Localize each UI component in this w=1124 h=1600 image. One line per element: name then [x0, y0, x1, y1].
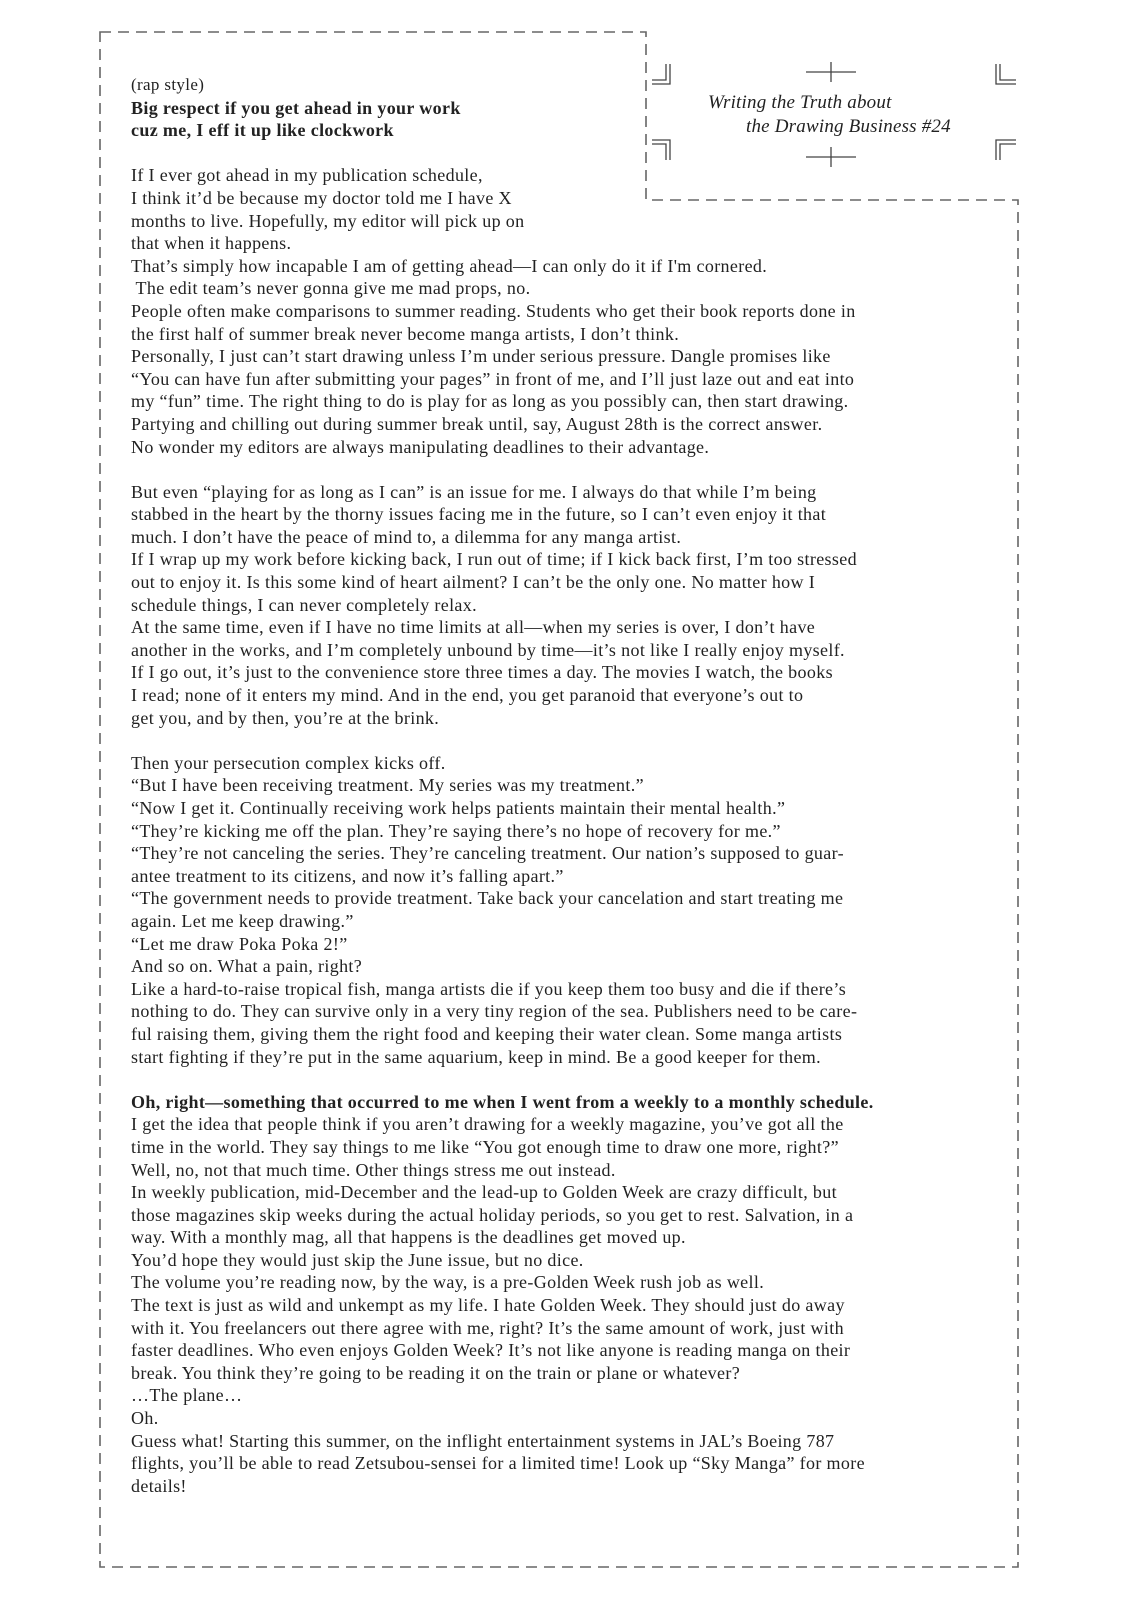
text-line: months to live. Hopefully, my editor will pick up on [131, 210, 525, 231]
text-line: At the same time, even if I have no time limits at all—when my series is over, I don’t have [131, 617, 816, 638]
text-line: “They’re not canceling the series. They’re canceling treatment. Our nation’s supposed to guar- [131, 843, 844, 864]
text-line: “Let me draw Poka Poka 2!” [131, 933, 348, 954]
paragraph-1 [131, 164, 1011, 458]
text-line: Like a hard-to-raise tropical fish, manga artists die if you keep them too busy and die if there’s [131, 978, 847, 999]
text-line: stabbed in the heart by the thorny issues facing me in the future, so I can’t even enjoy it that [131, 504, 827, 525]
text-line: details! [131, 1475, 187, 1496]
text-line: You’d hope they would just skip the June issue, but no dice. [131, 1249, 584, 1270]
text-line: start fighting if they’re put in the same aquarium, keep in mind. Be a good keeper for them. [131, 1046, 822, 1067]
section-heading: Oh, right—something that occurred to me when I went from a weekly to a monthly schedule. [131, 1091, 874, 1112]
text-line: I read; none of it enters my mind. And in the end, you get paranoid that everyone’s out to [131, 685, 804, 706]
text-line: break. You think they’re going to be reading it on the train or plane or whatever? [131, 1362, 741, 1383]
text-line: “The government needs to provide treatment. Take back your cancelation and start treating me [131, 888, 844, 909]
text-line: “You can have fun after submitting your pages” in front of me, and I’ll just laze out and eat into [131, 368, 855, 389]
text-line: People often make comparisons to summer reading. Students who get their book reports done in [131, 300, 856, 321]
rap-line: Big respect if you get ahead in your work [131, 97, 461, 118]
text-line: If I wrap up my work before kicking back, I run out of time; if I kick back first, I’m too stressed [131, 549, 857, 570]
text-line: my “fun” time. The right thing to do is play for as long as you possibly can, then start drawing. [131, 391, 849, 412]
text-line: with it. You freelancers out there agree with me, right? It’s the same amount of work, just with [131, 1317, 844, 1338]
text-line: …The plane… [131, 1385, 243, 1406]
paragraph-spacer [131, 458, 1011, 481]
text-line: another in the works, and I’m completely unbound by time—it’s not like I really enjoy myself. [131, 639, 845, 660]
text-line: “They’re kicking me off the plan. They’re saying there’s no hope of recovery for me.” [131, 820, 781, 841]
text-line: nothing to do. They can survive only in a very tiny region of the sea. Publishers need to be care- [131, 1001, 858, 1022]
text-line: faster deadlines. Who even enjoys Golden Week? It’s not like anyone is reading manga on their [131, 1340, 851, 1361]
text-line: In weekly publication, mid-December and the lead-up to Golden Week are crazy difficult, but [131, 1182, 837, 1203]
paragraph-spacer [131, 729, 1011, 752]
text-line: much. I don’t have the peace of mind to, a dilemma for any manga artist. [131, 526, 682, 547]
text-line: If I ever got ahead in my publication schedule, [131, 165, 483, 186]
text-line: time in the world. They say things to me like “You got enough time to draw one more, right?” [131, 1136, 839, 1157]
rap-style-note: (rap style) [131, 75, 205, 94]
text-line: “Now I get it. Continually receiving work helps patients maintain their mental health.” [131, 798, 786, 818]
paragraph-spacer [131, 142, 1011, 165]
article-body [131, 74, 1011, 1497]
text-line: No wonder my editors are always manipulating deadlines to their advantage. [131, 436, 710, 457]
paragraph-2 [131, 481, 1011, 730]
text-line: that when it happens. [131, 233, 292, 254]
text-line: flights, you’ll be able to read Zetsubou-sensei for a limited time! Look up “Sky Manga” for more [131, 1453, 865, 1474]
text-line: out to enjoy it. Is this some kind of heart ailment? I can’t be the only one. No matter how I [131, 572, 816, 593]
column-title-line-1: Writing the Truth about [708, 92, 892, 113]
text-line: schedule things, I can never completely relax. [131, 594, 477, 615]
text-line: The text is just as wild and unkempt as my life. I hate Golden Week. They should just do away [131, 1295, 845, 1316]
text-line: But even “playing for as long as I can” is an issue for me. I always do that while I’m being [131, 481, 817, 502]
text-line: again. Let me keep drawing.” [131, 910, 354, 931]
text-line: I get the idea that people think if you aren’t drawing for a weekly magazine, you’ve got all the [131, 1114, 844, 1135]
text-line: The volume you’re reading now, by the way, is a pre-Golden Week rush job as well. [131, 1272, 765, 1293]
text-line: those magazines skip weeks during the actual holiday periods, so you get to rest. Salvation, in a [131, 1204, 854, 1225]
text-line: I think it’d be because my doctor told me I have X [131, 187, 512, 208]
text-line: The edit team’s never gonna give me mad props, no. [131, 278, 531, 299]
text-line: Partying and chilling out during summer break until, say, August 28th is the correct answer. [131, 413, 823, 434]
text-line: way. With a monthly mag, all that happens is the deadlines get moved up. [131, 1227, 686, 1248]
text-line: Oh. [131, 1408, 159, 1429]
text-line: Then your persecution complex kicks off. [131, 752, 446, 773]
text-line: Well, no, not that much time. Other things stress me out instead. [131, 1159, 616, 1180]
text-line: That’s simply how incapable I am of getting ahead—I can only do it if I'm cornered. [131, 255, 768, 276]
column-title-line-2: the Drawing Business #24 [746, 116, 951, 137]
text-line: antee treatment to its citizens, and now it’s falling apart.” [131, 865, 564, 886]
paragraph-3 [131, 752, 1011, 1068]
text-line: And so on. What a pain, right? [131, 956, 363, 977]
text-line: Personally, I just can’t start drawing unless I’m under serious pressure. Dangle promises like [131, 346, 831, 367]
text-line: ful raising them, giving them the right food and keeping their water clean. Some manga artists [131, 1023, 843, 1044]
text-line: get you, and by then, you’re at the brink. [131, 707, 440, 728]
rap-line: cuz me, I eff it up like clockwork [131, 120, 394, 141]
paragraph-4 [131, 1091, 1011, 1498]
text-line: “But I have been receiving treatment. My series was my treatment.” [131, 775, 644, 796]
paragraph-spacer [131, 1068, 1011, 1091]
text-line: the first half of summer break never become manga artists, I don’t think. [131, 323, 680, 344]
text-line: Guess what! Starting this summer, on the inflight entertainment systems in JAL’s Boeing 787 [131, 1430, 835, 1451]
text-line: If I go out, it’s just to the convenience store three times a day. The movies I watch, the books [131, 662, 833, 683]
